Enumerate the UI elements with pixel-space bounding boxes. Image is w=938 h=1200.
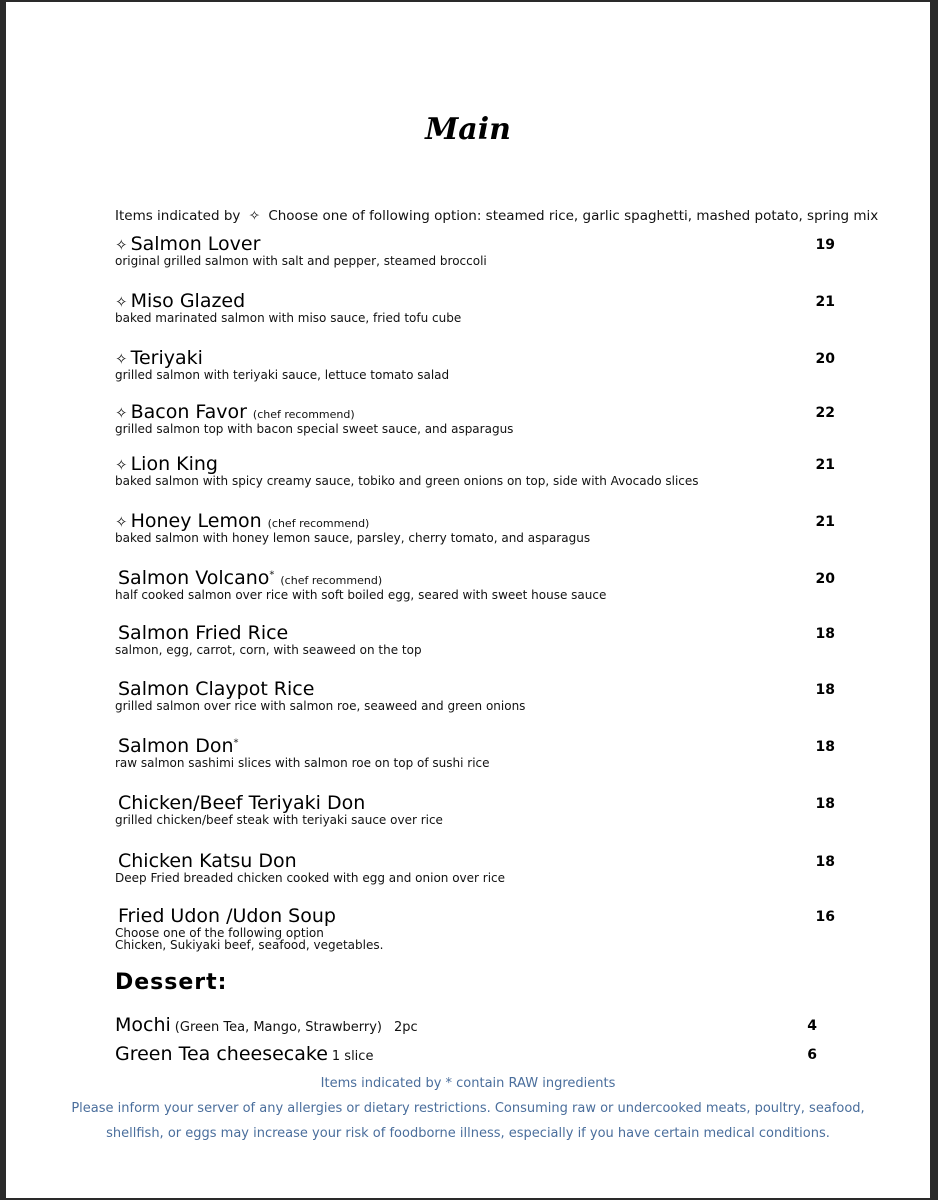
menu-item-name: Miso Glazed xyxy=(130,290,246,312)
menu-item-price: 20 xyxy=(815,571,835,587)
menu-item-name-line xyxy=(115,905,835,927)
dessert-item xyxy=(115,1043,817,1065)
menu-item-description: grilled salmon over rice with salmon roe, seaweed and green onions xyxy=(115,699,526,713)
menu-item-description: original grilled salmon with salt and pepper, steamed broccoli xyxy=(115,254,487,268)
menu-item-name: Teriyaki xyxy=(130,347,203,369)
menu-item-description: Deep Fried breaded chicken cooked with egg and onion over rice xyxy=(115,871,506,885)
menu-item-price: 18 xyxy=(815,682,835,698)
menu-item xyxy=(115,678,835,712)
menu-item-price: 18 xyxy=(815,854,835,870)
menu-page xyxy=(6,2,930,1198)
legend-text: Choose one of following option: steamed rice, garlic spaghetti, mashed potato, spring mix xyxy=(268,208,879,224)
menu-item-name: Salmon Fried Rice xyxy=(118,622,289,644)
menu-item-description: salmon, egg, carrot, corn, with seaweed on the top xyxy=(115,643,422,657)
menu-item-name: Lion King xyxy=(130,453,218,475)
menu-item-name-line xyxy=(115,453,835,475)
menu-item-price: 20 xyxy=(815,351,835,367)
dessert-name: Green Tea cheesecake xyxy=(115,1043,328,1065)
menu-item xyxy=(115,233,835,267)
menu-item-name: Honey Lemon xyxy=(130,510,262,532)
chef-recommend-note: (chef recommend) xyxy=(280,574,383,587)
menu-item-name-line xyxy=(115,290,835,312)
menu-item xyxy=(115,347,835,381)
menu-item-price: 19 xyxy=(815,237,835,253)
menu-item-name-line xyxy=(115,678,835,700)
menu-item-description: grilled salmon top with bacon special sweet sauce, and asparagus xyxy=(115,422,514,436)
raw-marker: * xyxy=(269,569,275,581)
menu-item-description: Choose one of the following option xyxy=(115,926,324,940)
menu-item-name-line xyxy=(115,567,835,589)
menu-item xyxy=(115,453,835,487)
menu-item xyxy=(115,792,835,826)
menu-item-description: baked marinated salmon with miso sauce, fried tofu cube xyxy=(115,311,462,325)
diamond-icon: ✧ xyxy=(115,456,128,474)
menu-item xyxy=(115,622,835,656)
menu-item-price: 21 xyxy=(815,457,835,473)
menu-item-price: 21 xyxy=(815,514,835,530)
menu-item-description: grilled chicken/beef steak with teriyaki sauce over rice xyxy=(115,813,443,827)
menu-item-name-line xyxy=(115,622,835,644)
raw-notice: Items indicated by * contain RAW ingredients xyxy=(320,1076,616,1091)
menu-item xyxy=(115,567,835,601)
chef-recommend-note: (chef recommend) xyxy=(252,408,355,421)
dessert-heading: Dessert: xyxy=(115,970,228,995)
dessert-sub: 1 slice xyxy=(331,1049,374,1064)
menu-item xyxy=(115,850,835,884)
menu-item-description: grilled salmon with teriyaki sauce, lettuce tomato salad xyxy=(115,368,450,382)
diamond-icon: ✧ xyxy=(115,513,128,531)
menu-item-name-line xyxy=(115,401,835,423)
menu-item-description: baked salmon with spicy creamy sauce, tobiko and green onions on top, side with Avocado slices xyxy=(115,474,699,488)
menu-item-name: Fried Udon /Udon Soup xyxy=(118,905,336,927)
dessert-price: 6 xyxy=(807,1047,817,1063)
menu-item-description-extra: Chicken, Sukiyaki beef, seafood, vegetables. xyxy=(115,938,384,952)
menu-item-price: 16 xyxy=(815,909,835,925)
menu-item xyxy=(115,735,835,769)
legend-prefix: Items indicated by xyxy=(115,208,241,224)
menu-item-description: baked salmon with honey lemon sauce, parsley, cherry tomato, and asparagus xyxy=(115,531,591,545)
menu-item-name-line xyxy=(115,347,835,369)
raw-marker: * xyxy=(233,737,239,749)
menu-item-price: 18 xyxy=(815,739,835,755)
menu-item-name: Salmon Don xyxy=(118,735,234,757)
menu-item-name: Bacon Favor xyxy=(130,401,247,423)
dessert-price: 4 xyxy=(807,1018,817,1034)
menu-item-name-line xyxy=(115,510,835,532)
menu-item-price: 21 xyxy=(815,294,835,310)
menu-item-name-line xyxy=(115,233,835,255)
menu-item-name-line xyxy=(115,792,835,814)
menu-item-name-line xyxy=(115,850,835,872)
menu-item-name: Chicken Katsu Don xyxy=(118,850,297,872)
dessert-sub: (Green Tea, Mango, Strawberry) xyxy=(174,1020,382,1035)
chef-recommend-note: (chef recommend) xyxy=(267,517,370,530)
menu-item-name-line xyxy=(115,735,835,757)
diamond-icon: ✧ xyxy=(115,236,128,254)
menu-item xyxy=(115,905,835,951)
menu-item-name: Salmon Claypot Rice xyxy=(118,678,315,700)
dessert-item xyxy=(115,1014,817,1036)
menu-item-description: raw salmon sashimi slices with salmon roe on top of sushi rice xyxy=(115,756,490,770)
dessert-qty: 2pc xyxy=(394,1020,418,1035)
diamond-icon: ✧ xyxy=(248,208,261,224)
allergy-notice-line1: Please inform your server of any allergies or dietary restrictions. Consuming raw or undercooked meats, poultry, seafood, xyxy=(71,1101,865,1116)
menu-item xyxy=(115,510,835,544)
legend xyxy=(115,208,878,224)
diamond-icon: ✧ xyxy=(115,404,128,422)
dessert-name: Mochi xyxy=(115,1014,171,1036)
diamond-icon: ✧ xyxy=(115,350,128,368)
menu-item xyxy=(115,401,835,435)
menu-item-name: Salmon Volcano xyxy=(118,567,270,589)
allergy-notice-line2: shellfish, or eggs may increase your risk of foodborne illness, especially if you have certain medical conditions. xyxy=(106,1126,830,1141)
menu-item-price: 18 xyxy=(815,796,835,812)
menu-item-description: half cooked salmon over rice with soft boiled egg, seared with sweet house sauce xyxy=(115,588,607,602)
page-title: Main xyxy=(425,112,511,147)
menu-item-name: Chicken/Beef Teriyaki Don xyxy=(118,792,366,814)
menu-item-price: 22 xyxy=(815,405,835,421)
diamond-icon: ✧ xyxy=(115,293,128,311)
menu-item-name: Salmon Lover xyxy=(130,233,261,255)
menu-item xyxy=(115,290,835,324)
menu-item-price: 18 xyxy=(815,626,835,642)
